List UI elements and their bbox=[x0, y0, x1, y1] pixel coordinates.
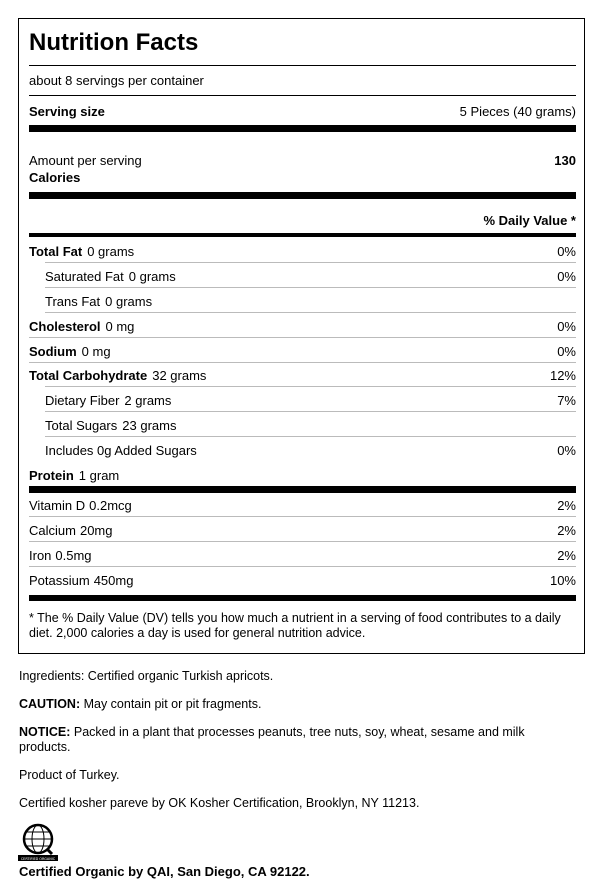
micronutrient-daily-value: 10% bbox=[549, 573, 576, 588]
divider bbox=[29, 65, 576, 66]
row-divider bbox=[45, 386, 576, 387]
nutrient-name: Trans Fat bbox=[45, 294, 101, 309]
nutrient-daily-value: 0% bbox=[557, 244, 576, 259]
nutrition-facts-panel bbox=[18, 18, 585, 654]
caution-line bbox=[19, 697, 579, 712]
nutrient-name: Total Fat bbox=[29, 244, 83, 259]
micronutrient-daily-value: 2% bbox=[557, 548, 576, 563]
nutrient-daily-value: 0% bbox=[557, 344, 576, 359]
nutrient-name: Cholesterol bbox=[29, 319, 101, 334]
nutrient-name: Protein bbox=[29, 468, 74, 483]
nutrient-row bbox=[45, 294, 576, 309]
micronutrient-name: Iron bbox=[29, 548, 52, 563]
nutrient-name: Dietary Fiber bbox=[45, 393, 120, 408]
nutrient-row bbox=[29, 368, 576, 383]
micronutrient-row bbox=[29, 573, 576, 588]
servings-per-container: about 8 servings per container bbox=[29, 73, 204, 88]
micronutrient-amount: 20mg bbox=[79, 523, 113, 538]
micronutrient-daily-value: 2% bbox=[557, 523, 576, 538]
row-divider bbox=[45, 287, 576, 288]
micronutrient-amount: 0.5mg bbox=[55, 548, 92, 563]
daily-value-header: % Daily Value * bbox=[483, 213, 576, 228]
nutrient-name: Sodium bbox=[29, 344, 77, 359]
thick-divider bbox=[29, 125, 576, 132]
nutrient-row bbox=[29, 244, 576, 259]
organic-certification: Certified Organic by QAI, San Diego, CA 92122. bbox=[19, 864, 310, 879]
nutrient-name: Total Carbohydrate bbox=[29, 368, 148, 383]
medium-divider bbox=[29, 233, 576, 237]
nutrient-name: Includes 0g Added Sugars bbox=[45, 443, 197, 458]
micronutrient-name: Vitamin D bbox=[29, 498, 86, 513]
micronutrient-amount: 0.2mcg bbox=[89, 498, 132, 513]
thick-divider bbox=[29, 192, 576, 199]
nutrient-row bbox=[29, 344, 576, 359]
row-divider bbox=[29, 337, 576, 338]
row-divider bbox=[45, 411, 576, 412]
origin-text: Product of Turkey. bbox=[19, 768, 120, 782]
row-divider bbox=[29, 566, 576, 567]
nutrient-daily-value: 0% bbox=[557, 443, 576, 458]
row-divider bbox=[45, 262, 576, 263]
notice-label: NOTICE: bbox=[19, 725, 71, 739]
nutrient-amount: 0 grams bbox=[128, 269, 176, 284]
nutrient-row bbox=[29, 319, 576, 334]
thick-divider bbox=[29, 595, 576, 601]
divider bbox=[29, 95, 576, 96]
kosher-text: Certified kosher pareve by OK Kosher Certification, Brooklyn, NY 11213. bbox=[19, 796, 420, 810]
row-divider bbox=[45, 312, 576, 313]
nutrient-amount: 0 grams bbox=[87, 244, 135, 259]
micronutrient-row bbox=[29, 498, 576, 513]
nutrient-daily-value: 0% bbox=[557, 269, 576, 284]
nutrient-amount: 0 mg bbox=[81, 344, 111, 359]
nutrient-row bbox=[45, 393, 576, 408]
caution-text: May contain pit or pit fragments. bbox=[83, 697, 262, 711]
nutrient-amount: 2 grams bbox=[124, 393, 172, 408]
row-divider bbox=[45, 436, 576, 437]
ingredients-text: Ingredients: Certified organic Turkish apricots. bbox=[19, 669, 274, 683]
nutrient-name: Saturated Fat bbox=[45, 269, 124, 284]
panel-title: Nutrition Facts bbox=[29, 29, 199, 56]
notice-line bbox=[19, 725, 579, 755]
row-divider bbox=[29, 516, 576, 517]
nutrient-daily-value: 0% bbox=[557, 319, 576, 334]
logo-text: CERTIFIED ORGANIC bbox=[20, 856, 56, 861]
row-divider bbox=[29, 362, 576, 363]
footnote: * The % Daily Value (DV) tells you how much a nutrient in a serving of food contributes to a daily diet. 2,000 calories a day is used for general nutrition advice. bbox=[29, 611, 561, 640]
serving-size-row bbox=[29, 104, 576, 119]
nutrient-amount: 0 mg bbox=[105, 319, 135, 334]
micronutrient-amount: 450mg bbox=[93, 573, 134, 588]
micronutrient-daily-value: 2% bbox=[557, 498, 576, 513]
nutrient-amount: 23 grams bbox=[122, 418, 177, 433]
serving-size-label: Serving size bbox=[29, 104, 105, 119]
micronutrient-row bbox=[29, 548, 576, 563]
calories-label: Calories bbox=[29, 170, 81, 185]
nutrient-amount: 32 grams bbox=[152, 368, 207, 383]
nutrient-amount: 1 gram bbox=[78, 468, 120, 483]
micronutrient-name: Potassium bbox=[29, 573, 90, 588]
nutrient-name: Total Sugars bbox=[45, 418, 118, 433]
micronutrient-row bbox=[29, 523, 576, 538]
nutrient-row bbox=[45, 443, 576, 458]
thick-divider bbox=[29, 486, 576, 493]
qai-organic-logo-icon bbox=[18, 822, 58, 862]
calories-value: 130 bbox=[554, 153, 576, 168]
nutrient-daily-value: 7% bbox=[557, 393, 576, 408]
nutrient-row bbox=[45, 269, 576, 284]
nutrient-daily-value: 12% bbox=[549, 368, 576, 383]
micronutrient-name: Calcium bbox=[29, 523, 76, 538]
notice-text: Packed in a plant that processes peanuts, tree nuts, soy, wheat, sesame and milk products. bbox=[19, 725, 525, 754]
serving-size-value: 5 Pieces (40 grams) bbox=[459, 104, 576, 119]
nutrient-row bbox=[29, 468, 576, 483]
row-divider bbox=[29, 541, 576, 542]
amount-per-serving: Amount per serving bbox=[29, 153, 142, 168]
nutrient-amount: 0 grams bbox=[105, 294, 153, 309]
nutrient-row bbox=[45, 418, 576, 433]
caution-label: CAUTION: bbox=[19, 697, 81, 711]
